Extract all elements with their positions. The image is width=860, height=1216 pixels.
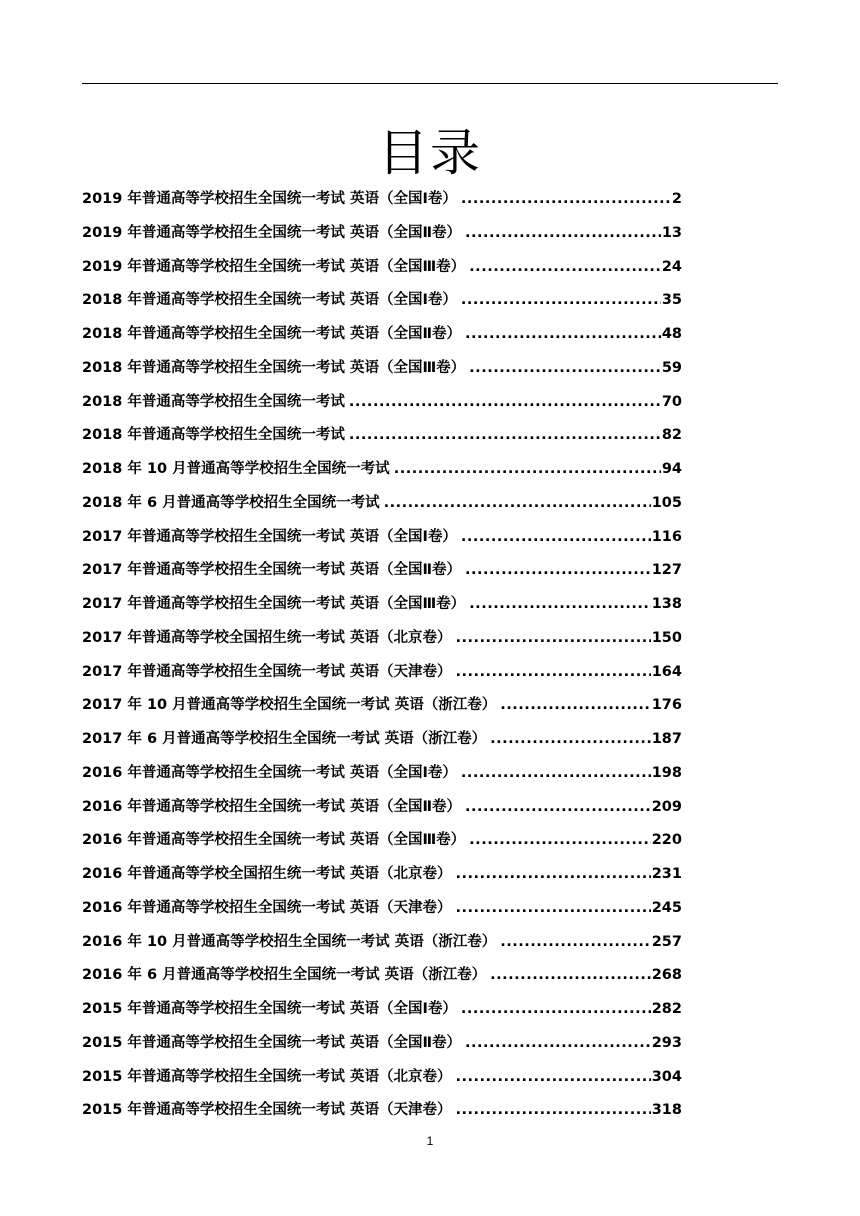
toc-dot-leader [469, 251, 661, 285]
toc-entry-title: 2016 年普通高等学校全国招生统一考试 英语（北京卷） [82, 866, 452, 882]
toc-entry[interactable] [82, 1061, 682, 1095]
toc-entry-page-number: 176 [651, 697, 682, 714]
toc-entry-title: 2016 年普通高等学校招生全国统一考试 英语（全国Ⅱ卷） [82, 798, 462, 815]
toc-dot-leader [455, 858, 650, 892]
page-title: 目录 [378, 123, 482, 182]
toc-entry[interactable] [82, 183, 682, 217]
toc-entry-page-number: 24 [661, 258, 682, 275]
toc-dot-leader [349, 386, 661, 420]
toc-dot-leader [461, 284, 661, 318]
toc-entry-page-number: 2 [671, 191, 682, 207]
toc-entry[interactable] [82, 453, 682, 487]
toc-dot-leader [455, 1094, 650, 1128]
toc-entry[interactable] [82, 554, 682, 588]
toc-entry-title: 2018 年 10 月普通高等学校招生全国统一考试 [82, 461, 390, 477]
toc-dot-leader [469, 352, 661, 386]
toc-entry[interactable] [82, 588, 682, 622]
toc-entry[interactable] [82, 656, 682, 690]
toc-dot-leader [465, 554, 651, 588]
toc-entry-page-number: 116 [651, 528, 682, 545]
toc-dot-leader [455, 656, 650, 690]
toc-dot-leader [465, 217, 661, 251]
toc-entry[interactable] [82, 993, 682, 1027]
toc-entry-title: 2017 年普通高等学校招生全国统一考试 英语（全国Ⅰ卷） [82, 528, 457, 545]
toc-dot-leader [455, 892, 650, 926]
toc-entry[interactable] [82, 352, 682, 386]
toc-dot-leader [461, 183, 671, 217]
toc-entry-title: 2018 年普通高等学校招生全国统一考试 英语（全国Ⅱ卷） [82, 326, 462, 342]
toc-entry-page-number: 220 [651, 832, 682, 849]
toc-entry[interactable] [82, 858, 682, 892]
toc-dot-leader [465, 1027, 651, 1061]
toc-entry-page-number: 245 [651, 899, 682, 916]
toc-entry[interactable] [82, 824, 682, 858]
toc-entry[interactable] [82, 622, 682, 656]
toc-dot-leader [349, 419, 661, 453]
toc-dot-leader [465, 791, 651, 825]
toc-entry[interactable] [82, 217, 682, 251]
table-of-contents [82, 183, 682, 1128]
toc-dot-leader [500, 926, 650, 960]
toc-entry-page-number: 164 [651, 663, 682, 680]
toc-entry-title: 2015 年普通高等学校招生全国统一考试 英语（天津卷） [82, 1102, 452, 1119]
toc-entry-title: 2017 年普通高等学校全国招生统一考试 英语（北京卷） [82, 629, 452, 646]
toc-entry-title: 2016 年 6 月普通高等学校招生全国统一考试 英语（浙江卷） [82, 967, 487, 984]
toc-entry[interactable] [82, 419, 682, 453]
toc-dot-leader [384, 487, 651, 521]
toc-entry-page-number: 257 [651, 933, 682, 950]
toc-entry[interactable] [82, 1027, 682, 1061]
toc-entry-page-number: 318 [651, 1102, 682, 1119]
toc-entry-page-number: 127 [651, 562, 682, 579]
toc-entry[interactable] [82, 723, 682, 757]
toc-entry-title: 2019 年普通高等学校招生全国统一考试 英语（全国Ⅰ卷） [82, 191, 457, 207]
toc-dot-leader [469, 588, 651, 622]
toc-entry-page-number: 150 [651, 629, 682, 646]
toc-entry-page-number: 70 [661, 393, 682, 410]
toc-entry[interactable] [82, 251, 682, 285]
toc-entry[interactable] [82, 521, 682, 555]
toc-entry[interactable] [82, 959, 682, 993]
toc-entry-title: 2017 年普通高等学校招生全国统一考试 英语（全国Ⅱ卷） [82, 562, 462, 579]
toc-entry-title: 2016 年普通高等学校招生全国统一考试 英语（全国Ⅰ卷） [82, 764, 457, 781]
toc-entry-page-number: 35 [661, 292, 682, 309]
toc-entry[interactable] [82, 791, 682, 825]
toc-entry-page-number: 94 [661, 461, 682, 477]
toc-dot-leader [455, 622, 650, 656]
toc-entry-page-number: 293 [651, 1034, 682, 1051]
toc-entry-page-number: 138 [651, 596, 682, 612]
toc-dot-leader [461, 757, 651, 791]
toc-entry-page-number: 304 [651, 1068, 682, 1085]
toc-entry-title: 2019 年普通高等学校招生全国统一考试 英语（全国Ⅱ卷） [82, 224, 462, 241]
toc-dot-leader [394, 453, 661, 487]
toc-entry[interactable] [82, 689, 682, 723]
toc-entry-title: 2017 年普通高等学校招生全国统一考试 英语（全国Ⅲ卷） [82, 596, 466, 612]
toc-entry-title: 2016 年 10 月普通高等学校招生全国统一考试 英语（浙江卷） [82, 933, 497, 950]
toc-entry[interactable] [82, 892, 682, 926]
toc-entry-title: 2015 年普通高等学校招生全国统一考试 英语（全国Ⅰ卷） [82, 1001, 457, 1017]
toc-entry[interactable] [82, 386, 682, 420]
toc-dot-leader [490, 723, 651, 757]
toc-entry-page-number: 268 [651, 967, 682, 984]
toc-entry[interactable] [82, 757, 682, 791]
toc-entry[interactable] [82, 284, 682, 318]
toc-entry-page-number: 231 [651, 866, 682, 882]
toc-entry-page-number: 13 [661, 224, 682, 241]
toc-entry[interactable] [82, 1094, 682, 1128]
toc-entry-title: 2017 年 6 月普通高等学校招生全国统一考试 英语（浙江卷） [82, 731, 487, 747]
toc-entry-page-number: 82 [661, 427, 682, 444]
toc-entry-title: 2017 年 10 月普通高等学校招生全国统一考试 英语（浙江卷） [82, 697, 497, 714]
toc-entry-title: 2019 年普通高等学校招生全国统一考试 英语（全国Ⅲ卷） [82, 258, 466, 275]
toc-entry[interactable] [82, 926, 682, 960]
toc-entry-title: 2016 年普通高等学校招生全国统一考试 英语（全国Ⅲ卷） [82, 832, 466, 849]
toc-entry-page-number: 198 [651, 764, 682, 781]
toc-dot-leader [465, 318, 661, 352]
toc-dot-leader [490, 959, 651, 993]
toc-entry-title: 2016 年普通高等学校招生全国统一考试 英语（天津卷） [82, 899, 452, 916]
toc-entry-page-number: 48 [661, 326, 682, 342]
toc-entry-title: 2018 年普通高等学校招生全国统一考试 [82, 393, 345, 410]
toc-entry-page-number: 59 [661, 359, 682, 376]
toc-entry-page-number: 105 [651, 494, 682, 511]
toc-entry[interactable] [82, 318, 682, 352]
toc-entry-page-number: 187 [651, 731, 682, 747]
toc-dot-leader [461, 521, 651, 555]
toc-dot-leader [455, 1061, 650, 1095]
header-rule [82, 83, 778, 84]
toc-entry-title: 2018 年普通高等学校招生全国统一考试 英语（全国Ⅲ卷） [82, 359, 466, 376]
toc-dot-leader [461, 993, 651, 1027]
toc-dot-leader [469, 824, 651, 858]
toc-entry-title: 2018 年普通高等学校招生全国统一考试 [82, 427, 345, 444]
toc-entry-title: 2015 年普通高等学校招生全国统一考试 英语（全国Ⅱ卷） [82, 1034, 462, 1051]
toc-entry-title: 2018 年 6 月普通高等学校招生全国统一考试 [82, 494, 380, 511]
toc-entry[interactable] [82, 487, 682, 521]
toc-entry-page-number: 282 [651, 1001, 682, 1017]
toc-entry-page-number: 209 [651, 798, 682, 815]
toc-dot-leader [500, 689, 650, 723]
page-number: 1 [426, 1134, 434, 1148]
toc-entry-title: 2015 年普通高等学校招生全国统一考试 英语（北京卷） [82, 1068, 452, 1085]
toc-entry-title: 2018 年普通高等学校招生全国统一考试 英语（全国Ⅰ卷） [82, 292, 457, 309]
toc-entry-title: 2017 年普通高等学校招生全国统一考试 英语（天津卷） [82, 663, 452, 680]
